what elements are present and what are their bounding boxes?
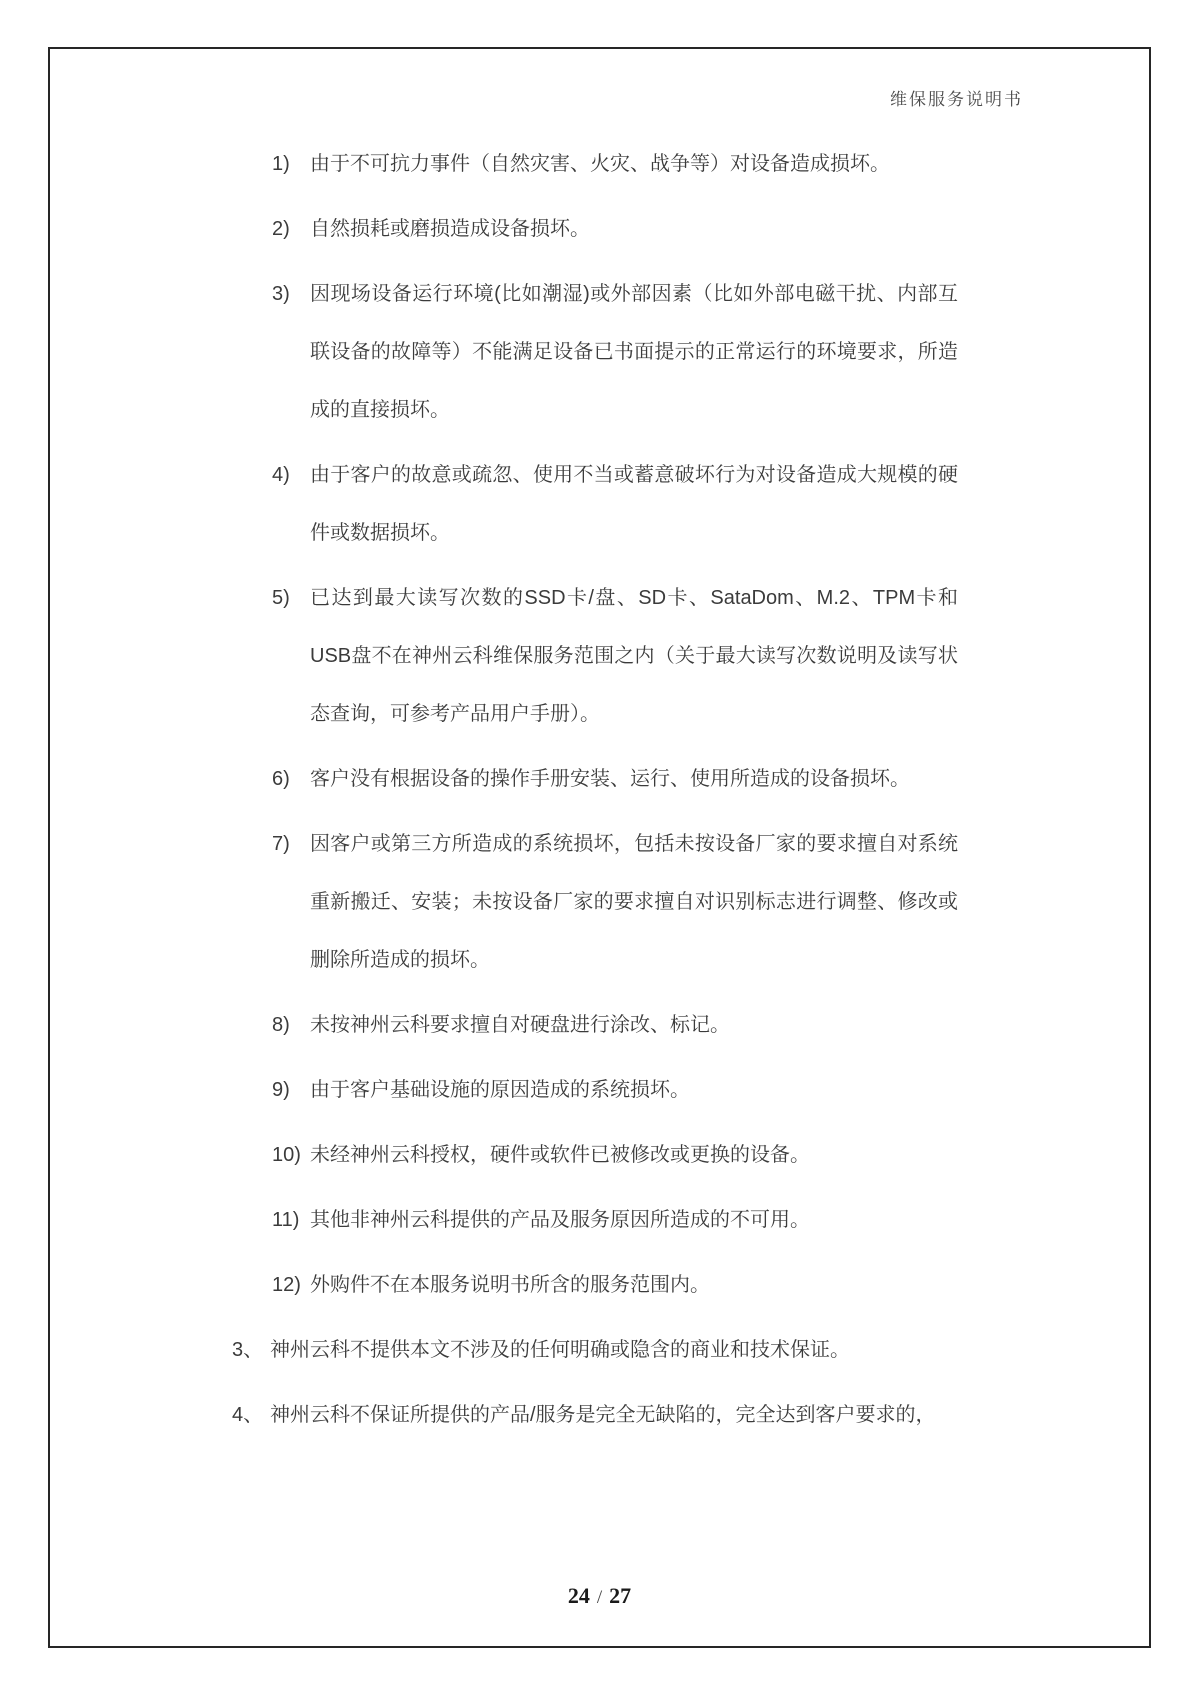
list-item bbox=[272, 815, 958, 989]
list-item bbox=[232, 1386, 958, 1444]
list-item-line: USB盘不在神州云科维保服务范围之内（关于最大读写次数说明及读写状 bbox=[310, 645, 958, 667]
list-item-number: 4、 bbox=[232, 1404, 264, 1426]
list-item-line: 由于客户基础设施的原因造成的系统损坏。 bbox=[310, 1079, 690, 1101]
list-item-number: 5) bbox=[272, 587, 290, 609]
list-item-line: 未经神州云科授权，硬件或软件已被修改或更换的设备。 bbox=[310, 1144, 810, 1166]
list-item bbox=[272, 446, 958, 562]
list-item-line: 态查询，可参考产品用户手册）。 bbox=[310, 703, 600, 725]
list-item-line: 因客户或第三方所造成的系统损坏，包括未按设备厂家的要求擅自对系统 bbox=[310, 833, 958, 855]
list-item-line: 删除所造成的损坏。 bbox=[310, 949, 490, 971]
list-item-line: 其他非神州云科提供的产品及服务原因所造成的不可用。 bbox=[310, 1209, 810, 1231]
list-item-line: 因现场设备运行环境(比如潮湿)或外部因素（比如外部电磁干扰、内部互 bbox=[310, 283, 958, 305]
list-item-number: 9) bbox=[272, 1079, 290, 1101]
list-item bbox=[272, 1061, 958, 1119]
list-item bbox=[272, 135, 958, 193]
list-item bbox=[272, 265, 958, 439]
list-item-line: 客户没有根据设备的操作手册安装、运行、使用所造成的设备损坏。 bbox=[310, 768, 910, 790]
list-item-line: 联设备的故障等）不能满足设备已书面提示的正常运行的环境要求，所造 bbox=[310, 341, 958, 363]
list-item-number: 10) bbox=[272, 1144, 301, 1166]
list-item-line: 神州云科不提供本文不涉及的任何明确或隐含的商业和技术保证。 bbox=[270, 1339, 850, 1361]
page-header-title: 维保服务说明书 bbox=[890, 90, 1023, 109]
list-item bbox=[272, 569, 958, 743]
list-item-number: 1) bbox=[272, 153, 290, 175]
list-item bbox=[272, 1126, 958, 1184]
list-item-number: 8) bbox=[272, 1014, 290, 1036]
list-item-line: 件或数据损坏。 bbox=[310, 522, 450, 544]
list-item-number: 3、 bbox=[232, 1339, 264, 1361]
list-item bbox=[272, 200, 958, 258]
page-number-separator: / bbox=[596, 1587, 603, 1608]
list-item bbox=[272, 750, 958, 808]
list-item-line: 成的直接损坏。 bbox=[310, 399, 450, 421]
list-item-line: 由于不可抗力事件（自然灾害、火灾、战争等）对设备造成损坏。 bbox=[310, 153, 890, 175]
list-item-line: 已达到最大读写次数的SSD卡/盘、SD卡、SataDom、M.2、TPM卡和 bbox=[310, 587, 958, 609]
list-item-line: 神州云科不保证所提供的产品/服务是完全无缺陷的，完全达到客户要求的， bbox=[270, 1404, 936, 1426]
list-item-number: 11) bbox=[272, 1209, 300, 1231]
list-item-line: 外购件不在本服务说明书所含的服务范围内。 bbox=[310, 1274, 710, 1296]
list-item-number: 12) bbox=[272, 1274, 301, 1296]
list-item-number: 3) bbox=[272, 283, 290, 305]
list-item bbox=[232, 1321, 958, 1379]
list-item-number: 7) bbox=[272, 833, 290, 855]
list-item-number: 4) bbox=[272, 464, 290, 486]
list-item-line: 重新搬迁、安装；未按设备厂家的要求擅自对识别标志进行调整、修改或 bbox=[310, 891, 958, 913]
list-item-line: 自然损耗或磨损造成设备损坏。 bbox=[310, 218, 590, 240]
page-number-current: 24 bbox=[567, 1583, 590, 1608]
list-item bbox=[272, 996, 958, 1054]
page-number bbox=[50, 1583, 1149, 1609]
list-item-line: 由于客户的故意或疏忽、使用不当或蓄意破坏行为对设备造成大规模的硬 bbox=[310, 464, 958, 486]
page-number-total: 27 bbox=[609, 1583, 632, 1608]
list-item-line: 未按神州云科要求擅自对硬盘进行涂改、标记。 bbox=[310, 1014, 730, 1036]
list-item bbox=[272, 1256, 958, 1314]
list-item bbox=[272, 1191, 958, 1249]
page-border bbox=[48, 47, 1151, 1648]
list-item-number: 2) bbox=[272, 218, 290, 240]
document-body bbox=[232, 135, 958, 1451]
list-item-number: 6) bbox=[272, 768, 290, 790]
